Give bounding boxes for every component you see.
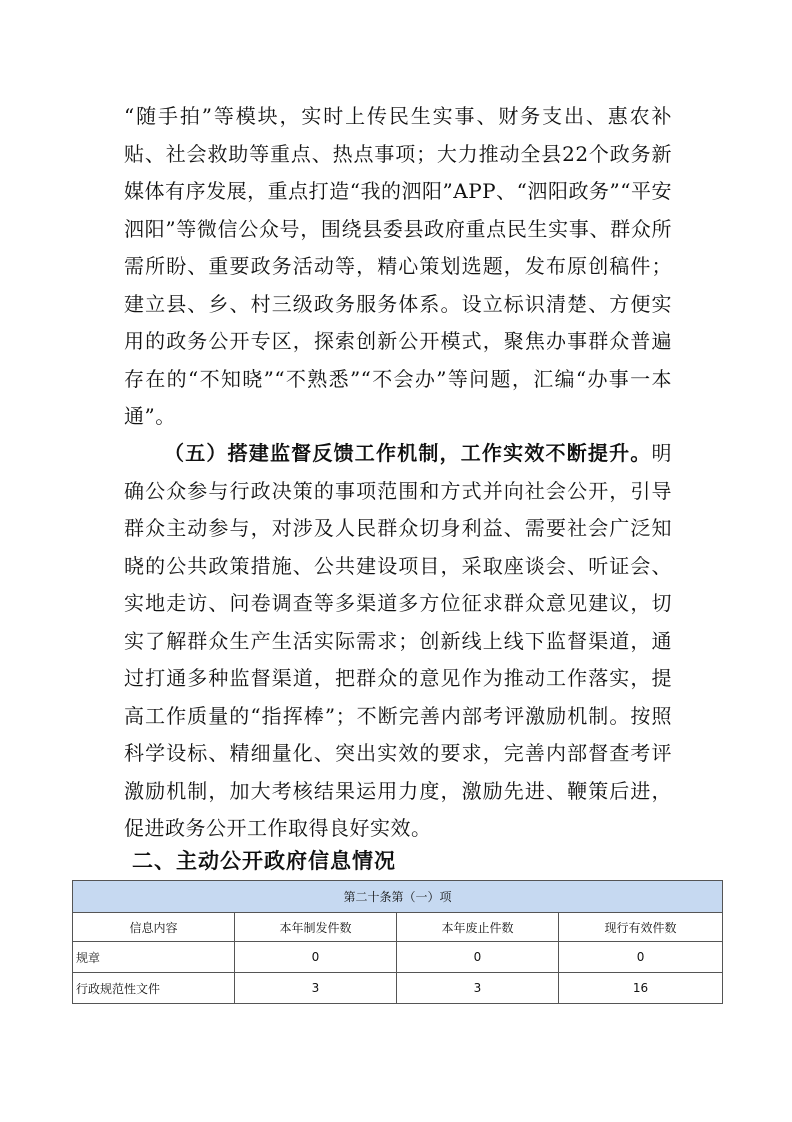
table-header-row (73, 913, 723, 942)
row-label: 行政规范性文件 (73, 973, 235, 1004)
cell-valid: 16 (559, 973, 723, 1004)
table-row (73, 973, 723, 1004)
table-caption-row (73, 881, 723, 913)
cell-valid: 0 (559, 942, 723, 973)
row-label: 规章 (73, 942, 235, 973)
header-cell-issued: 本年制发件数 (235, 913, 397, 942)
paragraph-body-text: 明确公众参与行政决策的事项范围和方式并向社会公开，引导群众主动参与，对涉及人民群众切身利益、需要社会广泛知晓的公共政策措施、公共建设项目，采取座谈会、听证会、实地走访、问卷调查等多渠道多方位征求群众意见建议，切实了解群众生产生活实际需求；创新线上线下监督渠道，通过打通多种监督渠道，把群众的意见作为推动工作落实，提高工作质量的“指挥棒”；不断完善内部考评激励机制。按照科学设标、精细量化、突出实效的要求，完善内部督查考评激励机制，加大考核结果运用力度，激励先进、鞭策后进，促进政务公开工作取得良好实效。 (124, 441, 672, 840)
header-cell-repealed: 本年废止件数 (397, 913, 559, 942)
table-caption: 第二十条第（一）项 (73, 881, 723, 913)
header-cell-content: 信息内容 (73, 913, 235, 942)
section-heading: 二、主动公开政府信息情况 (132, 849, 396, 873)
info-disclosure-table (72, 880, 723, 1004)
cell-issued: 3 (235, 973, 397, 1004)
header-cell-valid: 现行有效件数 (559, 913, 723, 942)
cell-issued: 0 (235, 942, 397, 973)
body-paragraph-1: “随手拍”等模块，实时上传民生实事、财务支出、惠农补贴、社会救助等重点、热点事项；大力推动全县22个政务新媒体有序发展，重点打造“我的泗阳”APP、“泗阳政务”“平安泗阳”等微信公众号，围绕县委县政府重点民生实事、群众所需所盼、重要政务活动等，精心策划选题，发布原创稿件；建立县、乡、村三级政务服务体系。设立标识清楚、方便实用的政务公开专区，探索创新公开模式，聚焦办事群众普遍存在的“不知晓”“不熟悉”“不会办”等问题，汇编“办事一本通”。 (124, 104, 672, 428)
table-row (73, 942, 723, 973)
cell-repealed: 3 (397, 973, 559, 1004)
body-paragraph-2 (124, 435, 672, 848)
cell-repealed: 0 (397, 942, 559, 973)
paragraph-lead-heading: （五）搭建监督反馈工作机制，工作实效不断提升。 (164, 441, 652, 465)
